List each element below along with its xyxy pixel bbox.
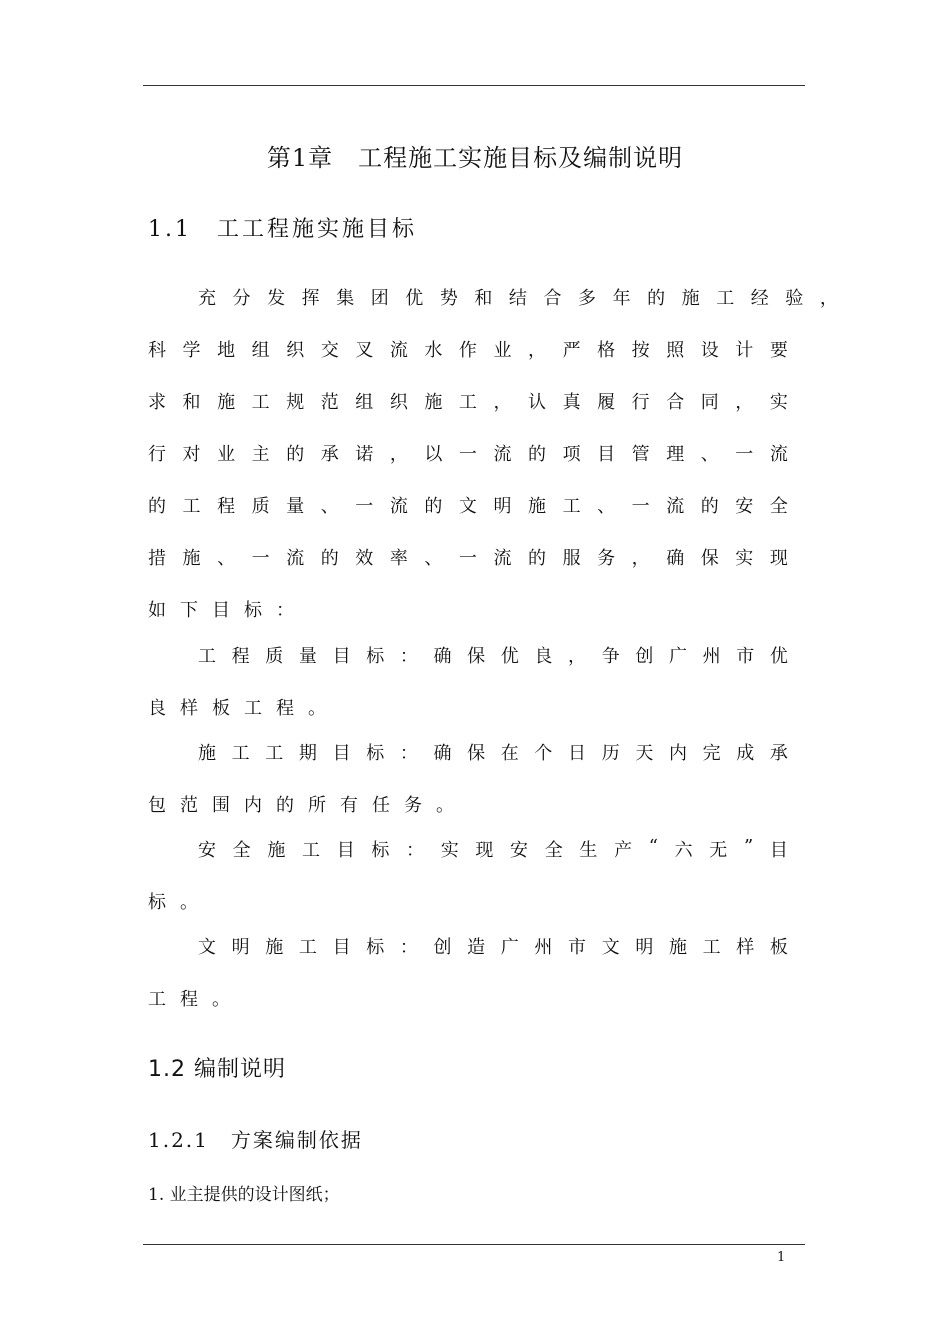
paragraph-line: 行 对 业 主 的 承 诺 ， 以 一 流 的 项 目 管 理 、 一 流 [148,444,788,465]
paragraph-line: 措 施 、 一 流 的 效 率 、 一 流 的 服 务 ， 确 保 实 现 [148,548,788,569]
chapter-title: 第1章 工程施工实施目标及编制说明 [266,144,684,172]
header-rule [143,85,805,86]
goal-line: 工 程 质 量 目 标 ： 确 保 优 良 ， 争 创 广 州 市 优 [198,646,788,667]
paragraph-line: 如 下 目 标 ： [148,600,294,621]
goal-line-cont: 工 程 。 [148,989,230,1010]
goal-line-cont: 包 范 围 内 的 所 有 任 务 。 [148,795,454,816]
paragraph-line: 求 和 施 工 规 范 组 织 施 工 ， 认 真 履 行 合 同 ， 实 [148,392,788,413]
footer-rule [143,1244,805,1245]
paragraph-line: 充 分 发 挥 集 团 优 势 和 结 合 多 年 的 施 工 经 验 ， [198,288,838,309]
section-heading-1-2: 1.2 编制说明 [148,1057,286,1082]
section-heading-1-1: 1.1 工工程施实施目标 [148,217,417,242]
section-heading-1-2-1: 1.2.1 方案编制依据 [148,1128,363,1152]
paragraph-line: 科 学 地 组 织 交 叉 流 水 作 业 ， 严 格 按 照 设 计 要 [148,340,788,361]
goal-line-cont: 良 样 板 工 程 。 [148,698,326,719]
goal-line-cont: 标 。 [148,892,198,913]
basis-item-1: 1. 业主提供的设计图纸； [148,1185,340,1205]
page-number: 1 [777,1250,786,1265]
goal-line: 安 全 施 工 目 标 ： 实 现 安 全 生 产 “ 六 无 ” 目 [198,836,788,861]
goal-line: 文 明 施 工 目 标 ： 创 造 广 州 市 文 明 施 工 样 板 [198,937,788,958]
goal-line: 施 工 工 期 目 标 ： 确 保 在 个 日 历 天 内 完 成 承 [198,743,788,764]
paragraph-line: 的 工 程 质 量 、 一 流 的 文 明 施 工 、 一 流 的 安 全 [148,496,788,517]
